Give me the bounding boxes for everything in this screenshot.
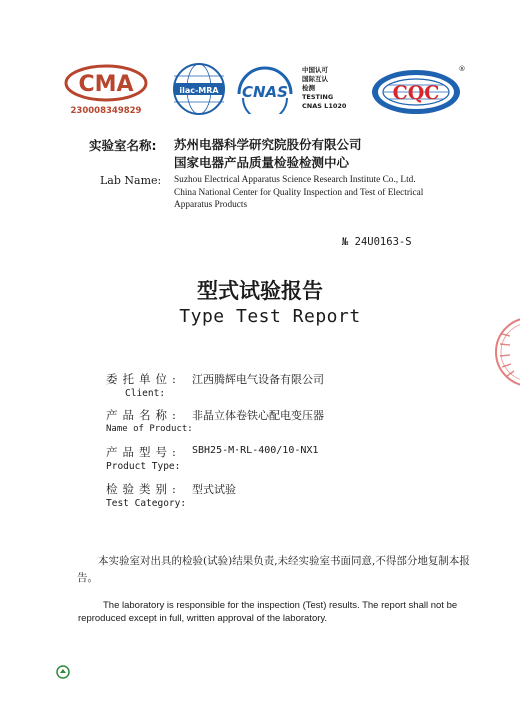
report-title-en: Type Test Report (179, 306, 361, 327)
cnas-cert-line: 国际互认 (302, 75, 328, 83)
test-category-label-en: Test Category: (106, 498, 187, 509)
test-category-label-cn: 检验类别: (106, 482, 181, 496)
lab-name-cn-line2: 国家电器产品质量检验检测中心 (174, 155, 350, 170)
test-category-value: 型式试验 (192, 483, 236, 496)
cnas-logo (233, 64, 297, 114)
lab-name-label-cn: 实验室名称: (89, 138, 157, 153)
client-label-en: Client: (125, 388, 166, 399)
product-type-value: SBH25-M·RL-400/10-NX1 (192, 445, 319, 456)
cnas-cert-line: TESTING (302, 93, 334, 101)
client-value: 江西腾辉电气设备有限公司 (192, 373, 324, 386)
registered-mark: ® (458, 65, 466, 73)
statement-cn: 本实验室对出具的检验(试验)结果负责,未经实验室书面同意,不得部分地复制本报告。 (77, 555, 470, 584)
product-type-label-en: Product Type: (106, 461, 181, 472)
ilac-mra-logo (170, 62, 228, 116)
product-name-value: 非晶立体卷铁心配电变压器 (192, 409, 324, 422)
cnas-cert-line: 检测 (302, 84, 315, 92)
lab-name-cn-line1: 苏州电器科学研究院股份有限公司 (174, 137, 362, 152)
lab-name-en-line2: China National Center for Quality Inspection and Test of Electrical (174, 187, 424, 198)
cqc-logo (370, 62, 468, 118)
product-type-label-cn: 产品型号: (106, 445, 181, 459)
cma-letters: CMA (78, 72, 134, 97)
ilac-text: ilac-MRA (179, 86, 219, 95)
lab-name-label-en: Lab Name: (100, 174, 162, 187)
lab-name-en-line1: Suzhou Electrical Apparatus Science Research Institute Co., Ltd. (174, 175, 416, 185)
cma-number: 230008349829 (70, 106, 142, 116)
recycle-icon (56, 664, 70, 678)
report-title-cn: 型式试验报告 (197, 279, 323, 303)
cnas-certificate-text (302, 66, 346, 111)
report-number: № 24U0163-S (342, 236, 412, 248)
product-name-label-cn: 产品名称: (106, 408, 181, 422)
cma-logo (60, 62, 152, 116)
lab-name-cn (174, 136, 474, 172)
statement-en: The laboratory is responsible for the inspection (Test) results. The report shall not be reproduced except in full, written approval of the laboratory. (78, 600, 458, 624)
cnas-cert-line: CNAS L1020 (302, 102, 347, 110)
cnas-cert-line: 中国认可 (302, 66, 328, 74)
lab-name-en (174, 174, 474, 212)
product-name-label-en: Name of Product: (106, 424, 193, 434)
red-seal-stamp (494, 312, 520, 392)
cqc-letters: CQC (392, 82, 440, 104)
lab-name-en-line3: Apparatus Products (174, 200, 248, 210)
client-label-cn: 委托单位: (106, 372, 181, 386)
cnas-text: CNAS (242, 83, 288, 101)
